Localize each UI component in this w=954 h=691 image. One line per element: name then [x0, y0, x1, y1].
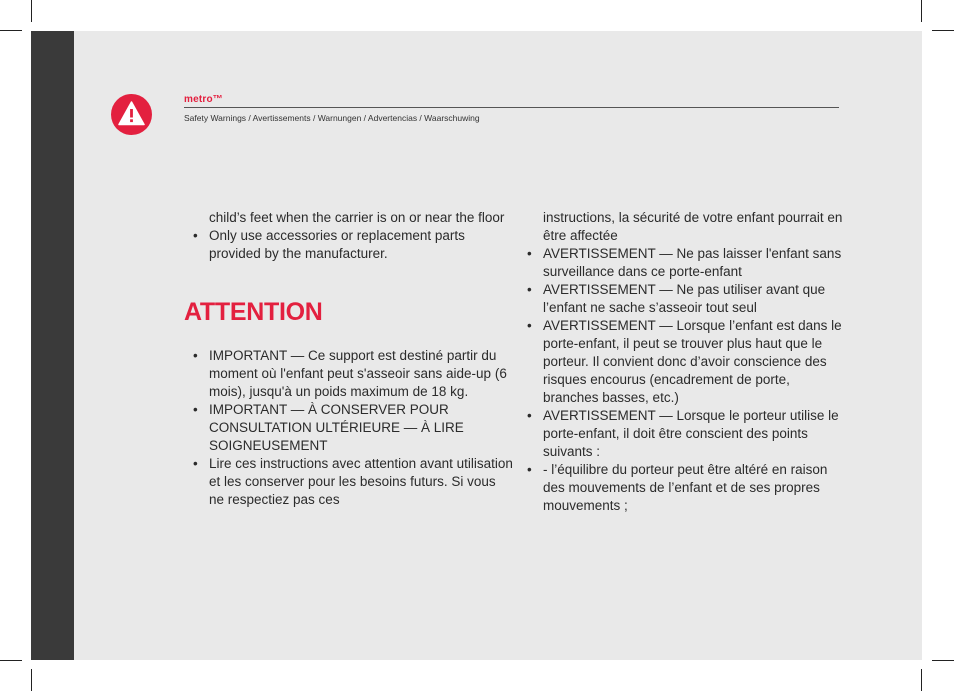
list-item	[518, 245, 843, 281]
crop-mark	[0, 30, 22, 31]
crop-mark	[921, 669, 922, 691]
warning-triangle-icon	[111, 94, 152, 135]
list-item	[518, 407, 843, 461]
list-item	[518, 281, 843, 317]
continuation-text: instructions, la sécurité de votre enfant pourrait en être affectée	[543, 210, 843, 243]
list-item	[518, 461, 843, 515]
bullet: •	[193, 228, 198, 243]
list-item-text: Only use accessories or replacement parts provided by the manufacturer.	[209, 228, 465, 261]
bullet: •	[527, 408, 532, 423]
bullet: •	[193, 456, 198, 471]
list-item-text: AVERTISSEMENT — Ne pas laisser l'enfant sans surveillance dans ce porte-enfant	[543, 246, 842, 279]
bullet: •	[527, 282, 532, 297]
page-spine	[31, 31, 74, 660]
crop-mark	[921, 0, 922, 22]
list-item	[184, 347, 514, 401]
list-item	[518, 317, 843, 407]
left-column	[184, 209, 514, 509]
continuation-text: child’s feet when the carrier is on or near the floor	[209, 210, 505, 225]
breadcrumb: Safety Warnings / Avertissements / Warnungen / Advertencias / Waarschuwing	[184, 113, 480, 123]
list-item-text: AVERTISSEMENT — Lorsque l’enfant est dans le porte-enfant, il peut se trouver plus haut que le porteur. Il convient donc d’avoir conscience des risques encourus (encadrement de porte, branches basses, etc.)	[543, 318, 842, 405]
manual-page	[31, 31, 922, 660]
crop-mark	[0, 660, 22, 661]
list-item-text: AVERTISSEMENT — Ne pas utiliser avant que l’enfant ne sache s’asseoir tout seul	[543, 282, 826, 315]
list-item	[184, 227, 514, 263]
list-item-text: - l’équilibre du porteur peut être altéré en raison des mouvements de l’enfant et de ses propres mouvements ;	[543, 462, 828, 513]
header-divider	[184, 107, 839, 108]
bullet: •	[527, 246, 532, 261]
list-item-text: IMPORTANT — À CONSERVER POUR CONSULTATION ULTÉRIEURE — À LIRE SOIGNEUSEMENT	[209, 402, 464, 453]
list-item-text: IMPORTANT — Ce support est destiné partir du moment où l'enfant peut s'asseoir sans aide-up (6 mois), jusqu'à un poids maximum de 18 kg.	[209, 348, 507, 399]
bullet: •	[527, 462, 532, 477]
bullet: •	[193, 402, 198, 417]
crop-mark	[932, 660, 954, 661]
list-item-text: Lire ces instructions avec attention avant utilisation et les conserver pour les besoins futurs. Si vous ne respectiez pas ces	[209, 456, 513, 507]
bullet: •	[193, 348, 198, 363]
list-item	[184, 455, 514, 509]
brand-name: metro™	[184, 94, 223, 105]
crop-mark	[31, 0, 32, 22]
bullet: •	[527, 318, 532, 333]
list-item-text: AVERTISSEMENT — Lorsque le porteur utilise le porte-enfant, il doit être conscient des points suivants :	[543, 408, 839, 459]
section-heading: ATTENTION	[184, 298, 323, 326]
list-item	[184, 401, 514, 455]
crop-mark	[932, 30, 954, 31]
right-column	[518, 209, 843, 515]
crop-mark	[31, 669, 32, 691]
